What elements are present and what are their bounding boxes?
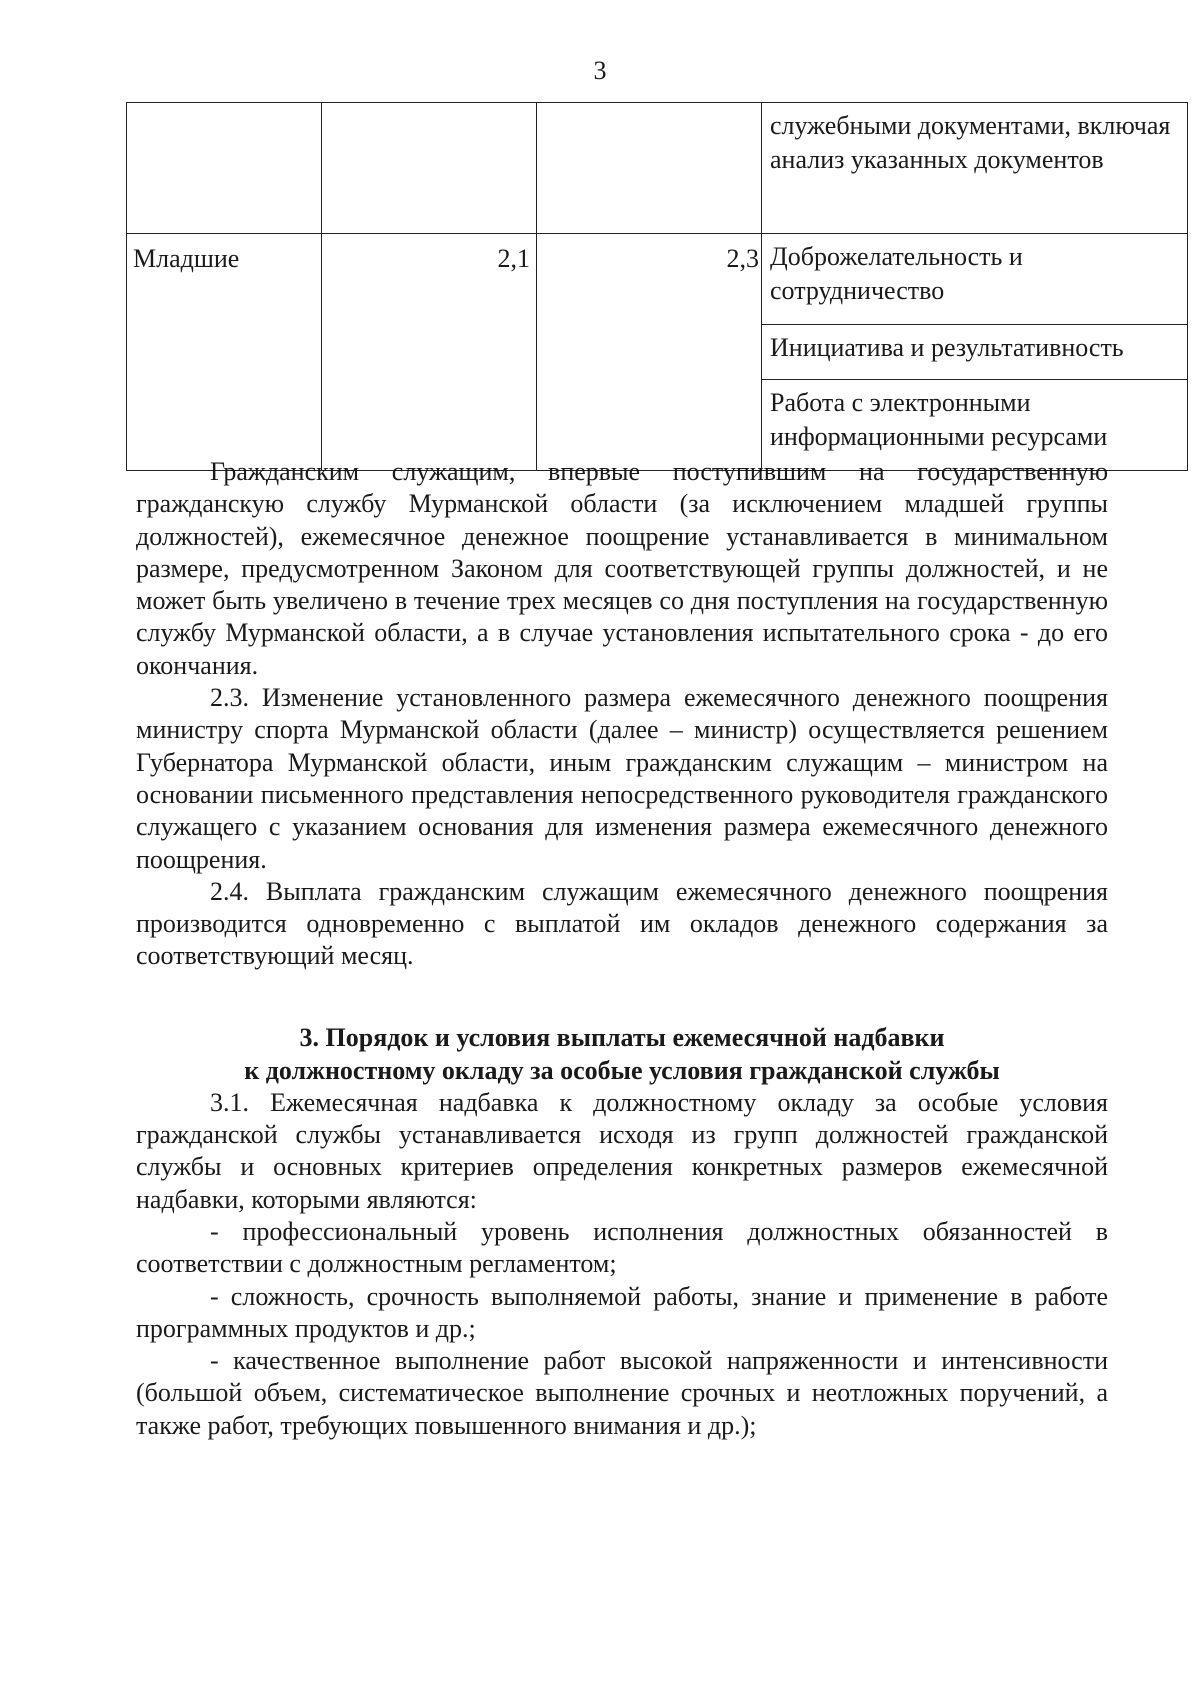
table-cell-group xyxy=(127,103,322,234)
table-cell-min: 2,1 xyxy=(322,234,537,471)
paragraph: Гражданским служащим, впервые поступившим на государственную гражданскую службу Мурманской области (за исключением младшей группы должностей), ежемесячное денежное поощрение устанавливается в минимальном размере, предусмотренном Законом для соответствующей группы должностей, и не может быть увеличено в течение трех месяцев со дня поступления на государственную службу Мурманской области, а в случае установления испытательного срока - до его окончания. xyxy=(136,457,1108,680)
section-heading-line: к должностному окладу за особые условия гражданской службы xyxy=(244,1055,1000,1085)
section-heading-line: 3. Порядок и условия выплаты ежемесячной надбавки xyxy=(299,1022,945,1052)
list-item: - сложность, срочность выполняемой работы, знание и применение в работе программных продуктов и др.; xyxy=(136,1281,1108,1343)
table-row xyxy=(127,234,1188,325)
section-heading xyxy=(136,1021,1108,1087)
table-cell-criteria: служебными документами, включая анализ указанных документов xyxy=(762,103,1188,234)
paragraph: 3.1. Ежемесячная надбавка к должностному окладу за особые условия гражданской службы устанавливается исходя из групп должностей гражданской службы и основных критериев определения конкретных размеров ежемесячной надбавки, которыми являются: xyxy=(136,1087,1108,1214)
paragraph: 2.3. Изменение установленного размера ежемесячного денежного поощрения министру спорта Мурманской области (далее – министр) осуществляется решением Губернатора Мурманской области, иным гражданским служащим – министром на основании письменного представления непосредственного руководителя гражданского служащего с указанием основания для изменения размера ежемесячного денежного поощрения. xyxy=(136,683,1108,874)
table-cell-criteria: Работа с электронными информационными ресурсами xyxy=(762,380,1188,471)
table-cell-max xyxy=(537,103,762,234)
list-item: - качественное выполнение работ высокой напряженности и интенсивности (большой объем, систематическое выполнение срочных и неотложных поручений, а также работ, требующих повышенного внимания и др.); xyxy=(136,1346,1108,1440)
table-cell-criteria: Инициатива и результативность xyxy=(762,325,1188,380)
grades-table xyxy=(126,102,1188,471)
table-cell-min xyxy=(322,103,537,234)
table-cell-group: Младшие xyxy=(127,234,322,471)
table-cell-criteria: Доброжелательность и сотрудничество xyxy=(762,234,1188,325)
paragraph: 2.4. Выплата гражданским служащим ежемесячного денежного поощрения производится одновременно с выплатой им окладов денежного содержания за соответствующий месяц. xyxy=(136,876,1108,971)
table-row xyxy=(127,103,1188,234)
document-body xyxy=(136,456,1108,1442)
page-number: 3 xyxy=(593,56,607,85)
list-item: - профессиональный уровень исполнения должностных обязанностей в соответствии с должностным регламентом; xyxy=(136,1216,1108,1279)
table-cell-max: 2,3 xyxy=(537,234,762,471)
